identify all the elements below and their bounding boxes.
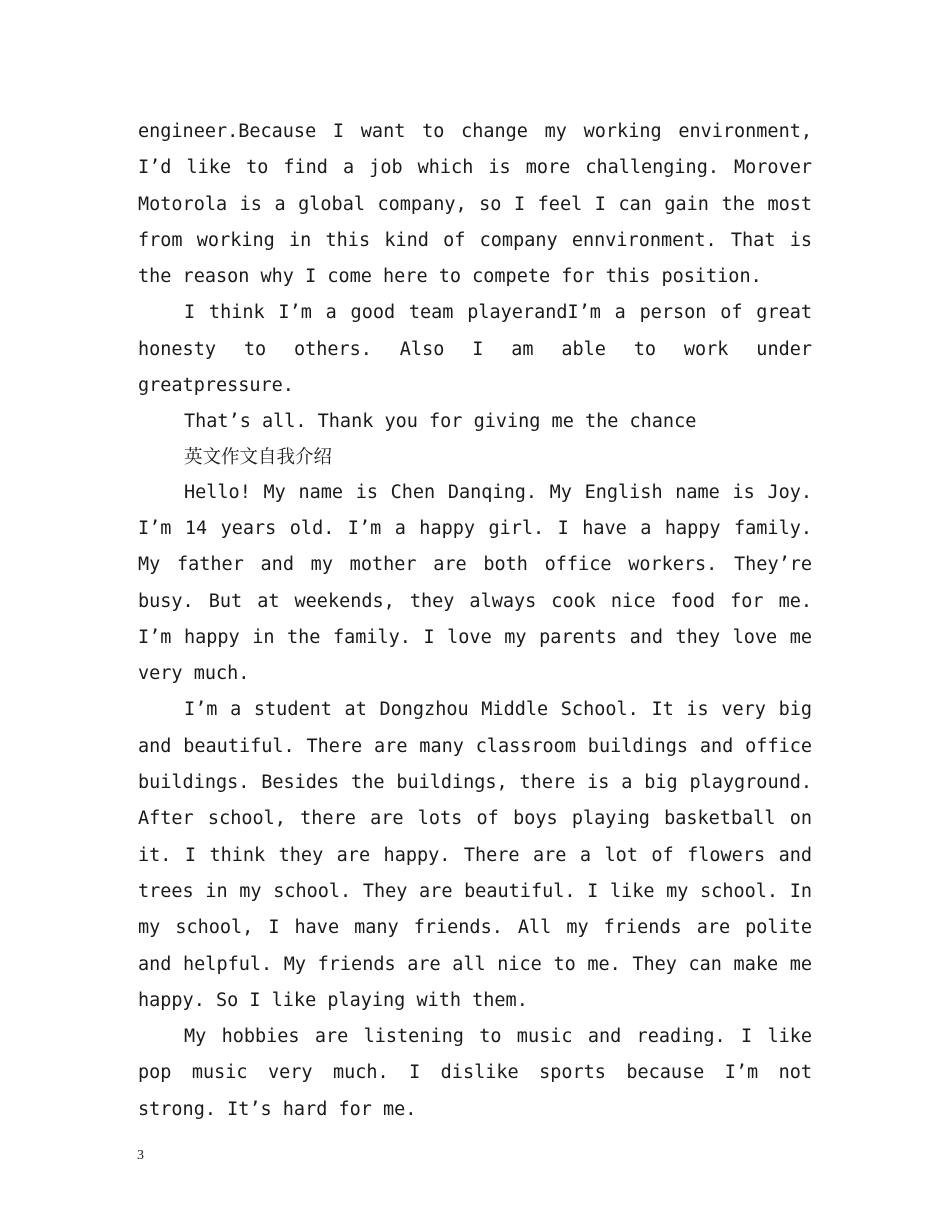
- paragraph-essay-school: I’m a student at Dongzhou Middle School. It is very big and beautiful. There are many classroom buildings and office buildings. Besides the buildings, there is a big playground. After school, there are lots of boys playing basketball on it. I think they are happy. There are a lot of flowers and trees in my school. They are beautiful. I like my school. In my school, I have many friends. All my friends are polite and helpful. My friends are all nice to me. They can make me happy. So I like playing with them.: [138, 699, 812, 1011]
- paragraph-closing: That’s all. Thank you for giving me the chance: [184, 411, 697, 433]
- section-heading: 英文作文自我介绍: [184, 446, 333, 468]
- paragraph-essay-hobbies: My hobbies are listening to music and reading. I like pop music very much. I dislike sports because I’m not strong. It’s hard for me.: [138, 1026, 812, 1120]
- paragraph-team-player: I think I’m a good team playerandI’m a person of great honesty to others. Also I am able to work under greatpressure.: [138, 302, 812, 397]
- paragraph-intro-continued: engineer.Because I want to change my working environment, I’d like to find a job which is more challenging. Morover Motorola is a global company, so I feel I can gain the most from working in this kind of company ennvironment. That is the reason why I come here to compete for this position.: [138, 121, 812, 288]
- page-number: 3: [137, 1148, 144, 1163]
- document-body: [138, 114, 812, 1128]
- paragraph-essay-family: Hello! My name is Chen Danqing. My English name is Joy. I’m 14 years old. I’m a happy girl. I have a happy family. My father and my mother are both office workers. They’re busy. But at weekends, they always cook nice food for me. I’m happy in the family. I love my parents and they love me very much.: [138, 481, 812, 685]
